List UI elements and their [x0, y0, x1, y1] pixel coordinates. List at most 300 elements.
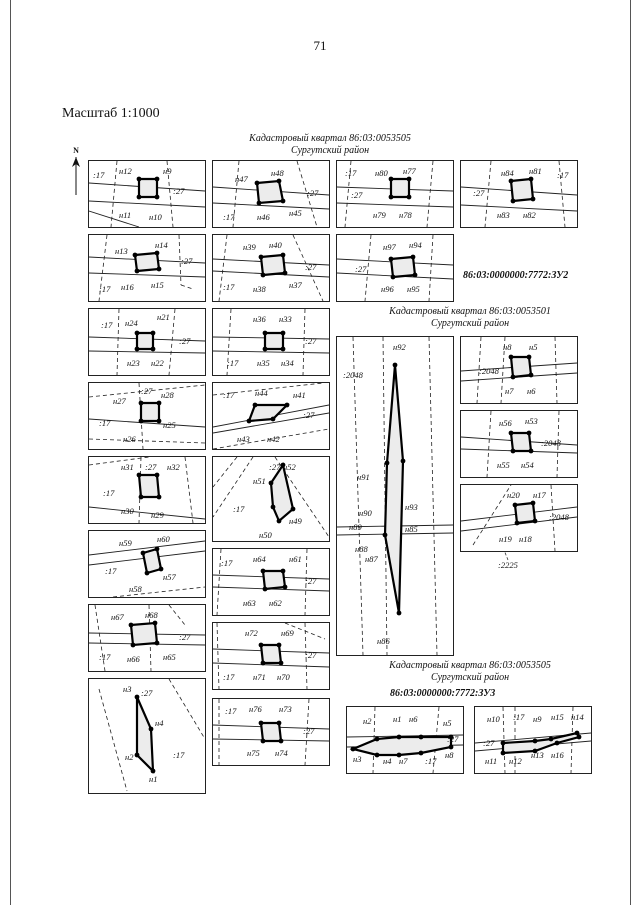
- point-label: :17: [173, 750, 185, 760]
- panel-drawing: [89, 531, 205, 597]
- point-label: :17: [105, 566, 117, 576]
- cadastral-panel-p-n73-n76: [212, 698, 330, 766]
- point-label: :17: [103, 488, 115, 498]
- dashed-boundary-line: [429, 337, 437, 655]
- turning-point: [511, 199, 516, 204]
- turning-point: [279, 661, 284, 666]
- point-label: н2: [125, 752, 134, 762]
- turning-point: [263, 331, 268, 336]
- turning-point: [259, 643, 264, 648]
- point-label: :17: [557, 170, 569, 180]
- caption-parcel-zu3: 86:03:0000000:7772:ЗУ3: [390, 688, 496, 699]
- point-label: н72: [245, 628, 258, 638]
- point-label: н34: [281, 358, 294, 368]
- boundary-line: [89, 273, 205, 277]
- dashed-boundary-line: [117, 309, 119, 375]
- parcel-contour: [391, 179, 409, 197]
- point-label: н13: [115, 246, 128, 256]
- turning-point: [577, 735, 582, 740]
- cadastral-panel-p-n9-n12: [88, 160, 206, 228]
- point-label: н6: [409, 714, 418, 724]
- caption-quarter-mid: Кадастровый квартал 86:03:0053501: [389, 306, 551, 317]
- point-label: н85: [405, 524, 418, 534]
- point-label: :27: [305, 650, 317, 660]
- point-label: н69: [281, 628, 294, 638]
- point-label: н32: [167, 462, 180, 472]
- dashed-boundary-line: [169, 679, 205, 739]
- boundary-line: [461, 205, 577, 211]
- point-label: :27: [305, 576, 317, 586]
- point-label: н64: [253, 554, 266, 564]
- point-label: н30: [121, 506, 134, 516]
- turning-point: [271, 417, 276, 422]
- parcel-contour: [261, 723, 281, 741]
- point-label: :27: [303, 410, 315, 420]
- turning-point: [391, 275, 396, 280]
- turning-point: [155, 177, 160, 182]
- point-label: н50: [259, 530, 272, 540]
- point-label: н77: [403, 166, 416, 176]
- cadastral-panel-p-n37-n40: [212, 234, 330, 302]
- point-label: н40: [269, 240, 282, 250]
- turning-point: [155, 251, 160, 256]
- turning-point: [401, 459, 406, 464]
- parcel-contour: [515, 503, 535, 523]
- turning-point: [283, 271, 288, 276]
- parcel-contour: [249, 405, 287, 421]
- point-label: н84: [501, 168, 514, 178]
- point-label: н11: [485, 756, 498, 766]
- point-label: н91: [357, 472, 370, 482]
- parcel-contour: [261, 255, 285, 275]
- turning-point: [527, 431, 532, 436]
- turning-point: [139, 419, 144, 424]
- cadastral-panel-p-n5-n8: [460, 336, 578, 404]
- point-label: н5: [443, 718, 452, 728]
- boundary-line: [89, 507, 205, 519]
- turning-point: [137, 177, 142, 182]
- point-label: :2048: [549, 512, 569, 522]
- parcel-contour: [137, 333, 153, 349]
- turning-point: [261, 273, 266, 278]
- turning-point: [411, 255, 416, 260]
- turning-point: [513, 503, 518, 508]
- caption-parcel-zu2: 86:03:0000000:7772:ЗУ2: [463, 270, 569, 281]
- point-label: :17: [99, 284, 111, 294]
- turning-point: [259, 721, 264, 726]
- point-label: н57: [163, 572, 176, 582]
- point-label: н6: [527, 386, 536, 396]
- point-label: н38: [253, 284, 266, 294]
- turning-point: [375, 753, 380, 758]
- turning-point: [135, 331, 140, 336]
- turning-point: [135, 695, 140, 700]
- point-label: н24: [125, 318, 138, 328]
- turning-point: [261, 661, 266, 666]
- point-label: н12: [509, 756, 522, 766]
- point-label: н51: [253, 476, 266, 486]
- label-2225: :2225: [498, 560, 518, 570]
- point-label: :17: [227, 358, 239, 368]
- parcel-contour: [257, 181, 283, 203]
- turning-point: [407, 195, 412, 200]
- turning-point: [281, 569, 286, 574]
- turning-point: [263, 587, 268, 592]
- point-label: н49: [289, 516, 302, 526]
- cadastral-panel-p-zu3-left: [346, 706, 464, 774]
- turning-point: [389, 195, 394, 200]
- turning-point: [159, 567, 164, 572]
- turning-point: [271, 505, 276, 510]
- turning-point: [155, 641, 160, 646]
- point-label: н22: [151, 358, 164, 368]
- point-label: :27: [473, 188, 485, 198]
- point-label: :17: [223, 282, 235, 292]
- point-label: н12: [119, 166, 132, 176]
- point-label: н15: [151, 280, 164, 290]
- point-label: :17: [225, 706, 237, 716]
- point-label: н7: [505, 386, 514, 396]
- turning-point: [397, 735, 402, 740]
- point-label: :17: [99, 652, 111, 662]
- dashed-boundary-line: [99, 689, 127, 791]
- point-label: н70: [277, 672, 290, 682]
- page-number: 71: [313, 38, 327, 53]
- turning-point: [157, 401, 162, 406]
- point-label: н4: [383, 756, 392, 766]
- point-label: н28: [161, 390, 174, 400]
- dashed-boundary-line: [181, 285, 193, 289]
- point-label: н60: [157, 534, 170, 544]
- turning-point: [397, 611, 402, 616]
- dashed-boundary-line: [89, 439, 205, 443]
- panel-drawing: [89, 161, 205, 227]
- cadastral-panel-p-n29-n32: [88, 456, 206, 524]
- point-label: :27: [181, 256, 193, 266]
- point-label: н8: [503, 342, 512, 352]
- point-label: :17: [93, 170, 105, 180]
- boundary-line: [89, 201, 205, 207]
- point-label: н9: [533, 714, 542, 724]
- point-label: н79: [373, 210, 386, 220]
- caption-quarter-top: Кадастровый квартал 86:03:0053505: [249, 133, 411, 144]
- cadastral-panel-p-n21-n24: [88, 308, 206, 376]
- parcel-contour: [143, 549, 161, 573]
- turning-point: [155, 195, 160, 200]
- parcel-contour: [139, 475, 159, 497]
- dashed-boundary-line: [429, 235, 433, 301]
- point-label: :2048: [343, 370, 363, 380]
- point-label: н93: [405, 502, 418, 512]
- cadastral-panel-p-n61-n64: [212, 548, 330, 616]
- point-label: н15: [551, 712, 564, 722]
- point-label: н74: [275, 748, 288, 758]
- point-label: н18: [519, 534, 532, 544]
- point-label: :17: [101, 320, 113, 330]
- point-label: :17: [513, 712, 525, 722]
- turning-point: [383, 533, 388, 538]
- point-label: н21: [157, 312, 170, 322]
- turning-point: [531, 501, 536, 506]
- point-label: н52: [283, 462, 296, 472]
- turning-point: [141, 551, 146, 556]
- turning-point: [269, 481, 274, 486]
- point-label: :27: [179, 632, 191, 642]
- boundary-line: [89, 351, 205, 353]
- turning-point: [135, 753, 140, 758]
- turning-point: [509, 355, 514, 360]
- point-label: н8: [445, 750, 454, 760]
- parcel-contour: [511, 357, 531, 377]
- parcel-contour: [137, 697, 153, 771]
- turning-point: [291, 507, 296, 512]
- cadastral-panel-p-n45-n48: [212, 160, 330, 228]
- caption-quarter-bot: Кадастровый квартал 86:03:0053505: [389, 660, 551, 671]
- scan-edge-right: [630, 0, 631, 905]
- point-label: :17: [233, 504, 245, 514]
- point-label: н62: [269, 598, 282, 608]
- scale-label: Масштаб 1:1000: [62, 106, 160, 121]
- turning-point: [137, 473, 142, 478]
- point-label: н26: [123, 434, 136, 444]
- point-label: н48: [271, 168, 284, 178]
- point-label: :27: [269, 462, 281, 472]
- point-label: н43: [237, 434, 250, 444]
- point-label: н75: [247, 748, 260, 758]
- point-label: н41: [293, 390, 306, 400]
- turning-point: [157, 495, 162, 500]
- point-label: н92: [393, 342, 406, 352]
- point-label: н66: [127, 654, 140, 664]
- point-label: н2: [363, 716, 372, 726]
- turning-point: [277, 721, 282, 726]
- point-label: :17: [221, 558, 233, 568]
- point-label: н35: [257, 358, 270, 368]
- turning-point: [531, 197, 536, 202]
- turning-point: [515, 521, 520, 526]
- turning-point: [509, 179, 514, 184]
- dashed-boundary-line: [113, 584, 205, 597]
- turning-point: [555, 741, 560, 746]
- turning-point: [375, 737, 380, 742]
- point-label: :27: [307, 188, 319, 198]
- point-label: н14: [155, 240, 168, 250]
- point-label: :27: [145, 462, 157, 472]
- point-label: н19: [499, 534, 512, 544]
- point-label: н95: [407, 284, 420, 294]
- point-label: н82: [523, 210, 536, 220]
- point-label: н58: [129, 584, 142, 594]
- turning-point: [511, 449, 516, 454]
- dashed-boundary-line: [427, 161, 433, 227]
- cadastral-panel-p-n85-n93: [336, 336, 454, 656]
- turning-point: [281, 331, 286, 336]
- cadastral-panel-p-n17-n20: [460, 484, 578, 552]
- turning-point: [277, 179, 282, 184]
- turning-point: [529, 177, 534, 182]
- point-label: :27: [141, 386, 153, 396]
- point-label: н37: [289, 280, 302, 290]
- point-label: н17: [533, 490, 546, 500]
- point-label: н76: [249, 704, 262, 714]
- point-label: н94: [409, 240, 422, 250]
- cadastral-panel-p-n81-n84: [460, 160, 578, 228]
- turning-point: [281, 347, 286, 352]
- parcel-contour: [269, 462, 293, 521]
- point-label: н31: [121, 462, 134, 472]
- point-label: н65: [163, 652, 176, 662]
- parcel-contour: [385, 365, 403, 613]
- turning-point: [259, 255, 264, 260]
- point-label: :27: [447, 734, 459, 744]
- point-label: н16: [551, 750, 564, 760]
- point-label: н97: [383, 242, 396, 252]
- dashed-boundary-line: [89, 457, 149, 465]
- turning-point: [389, 177, 394, 182]
- turning-point: [529, 449, 534, 454]
- turning-point: [139, 495, 144, 500]
- turning-point: [133, 253, 138, 258]
- parcel-contour: [141, 403, 159, 421]
- point-label: н1: [149, 774, 158, 784]
- caption-district-bot: Сургутский район: [430, 672, 510, 683]
- turning-point: [253, 403, 258, 408]
- turning-point: [135, 269, 140, 274]
- cadastral-panel-p-n1-n4: [88, 678, 206, 794]
- point-label: н80: [375, 168, 388, 178]
- turning-point: [283, 585, 288, 590]
- turning-point: [351, 747, 356, 752]
- point-label: н3: [353, 754, 362, 764]
- turning-point: [151, 769, 156, 774]
- cadastral-panel-p-n49-n52: [212, 456, 330, 542]
- dashed-boundary-line: [555, 337, 557, 403]
- point-label: :27: [179, 336, 191, 346]
- parcel-contour: [263, 571, 285, 589]
- parcel-contour: [511, 179, 533, 201]
- point-label: н39: [243, 242, 256, 252]
- point-label: :2048: [541, 438, 561, 448]
- turning-point: [261, 569, 266, 574]
- turning-point: [281, 253, 286, 258]
- boundary-line: [89, 211, 139, 227]
- point-label: :27: [141, 688, 153, 698]
- point-label: :17: [223, 390, 235, 400]
- turning-point: [277, 643, 282, 648]
- point-label: н13: [531, 750, 544, 760]
- point-label: :27: [483, 738, 495, 748]
- point-label: :17: [425, 756, 437, 766]
- point-label: н7: [399, 756, 408, 766]
- turning-point: [285, 403, 290, 408]
- parcel-contour: [261, 645, 281, 663]
- turning-point: [501, 751, 506, 756]
- north-label: N: [73, 146, 79, 155]
- turning-point: [157, 419, 162, 424]
- point-label: н4: [155, 718, 164, 728]
- cadastral-panel-p-n13-n16: [88, 234, 206, 302]
- point-label: н86: [377, 636, 390, 646]
- cadastral-panel-p-n65-n68: [88, 604, 206, 672]
- dashed-boundary-line: [353, 337, 363, 655]
- turning-point: [279, 739, 284, 744]
- dashed-boundary-line: [111, 161, 117, 227]
- parcel-contour: [511, 433, 531, 451]
- dashed-boundary-line: [169, 605, 185, 625]
- point-label: н68: [145, 610, 158, 620]
- point-label: :17: [223, 672, 235, 682]
- turning-point: [527, 355, 532, 360]
- turning-point: [511, 375, 516, 380]
- parcel-contour: [391, 257, 415, 277]
- cadastral-panel-p-n25-n28: [88, 382, 206, 450]
- parcel-contour: [265, 333, 283, 349]
- turning-point: [419, 735, 424, 740]
- boundary-line: [213, 351, 329, 353]
- point-label: н54: [521, 460, 534, 470]
- turning-point: [533, 519, 538, 524]
- point-label: :27: [351, 190, 363, 200]
- point-label: н73: [279, 704, 292, 714]
- point-label: н5: [529, 342, 538, 352]
- point-label: :27: [305, 336, 317, 346]
- turning-point: [129, 623, 134, 628]
- point-label: :17: [99, 418, 111, 428]
- point-label: н78: [399, 210, 412, 220]
- turning-point: [407, 177, 412, 182]
- turning-point: [529, 373, 534, 378]
- turning-point: [549, 737, 554, 742]
- turning-point: [385, 461, 390, 466]
- point-label: :17: [345, 168, 357, 178]
- point-label: н3: [123, 684, 132, 694]
- point-label: н16: [121, 282, 134, 292]
- point-label: н23: [127, 358, 140, 368]
- point-label: н25: [163, 420, 176, 430]
- point-label: н63: [243, 598, 256, 608]
- turning-point: [281, 199, 286, 204]
- point-label: :27: [303, 726, 315, 736]
- point-label: н27: [113, 396, 126, 406]
- turning-point: [257, 201, 262, 206]
- turning-point: [149, 727, 154, 732]
- point-label: н89: [349, 522, 362, 532]
- turning-point: [501, 741, 506, 746]
- boundary-line: [337, 203, 453, 207]
- point-label: н44: [255, 388, 268, 398]
- point-label: н90: [359, 508, 372, 518]
- turning-point: [153, 621, 158, 626]
- dashed-boundary-line: [217, 623, 219, 689]
- point-label: :27: [305, 262, 317, 272]
- point-label: н46: [257, 212, 270, 222]
- cadastral-panel-p-n53-n56: [460, 410, 578, 478]
- point-label: н9: [163, 166, 172, 176]
- dashed-boundary-line: [185, 457, 193, 523]
- turning-point: [151, 331, 156, 336]
- turning-point: [155, 473, 160, 478]
- turning-point: [509, 431, 514, 436]
- parcel-contour: [131, 623, 157, 645]
- point-label: н29: [151, 510, 164, 520]
- point-label: :27: [173, 186, 185, 196]
- point-label: н20: [507, 490, 520, 500]
- point-label: н10: [487, 714, 500, 724]
- turning-point: [247, 419, 252, 424]
- turning-point: [131, 643, 136, 648]
- cadastral-panel-p-n41-n44: [212, 382, 330, 450]
- point-label: н10: [149, 212, 162, 222]
